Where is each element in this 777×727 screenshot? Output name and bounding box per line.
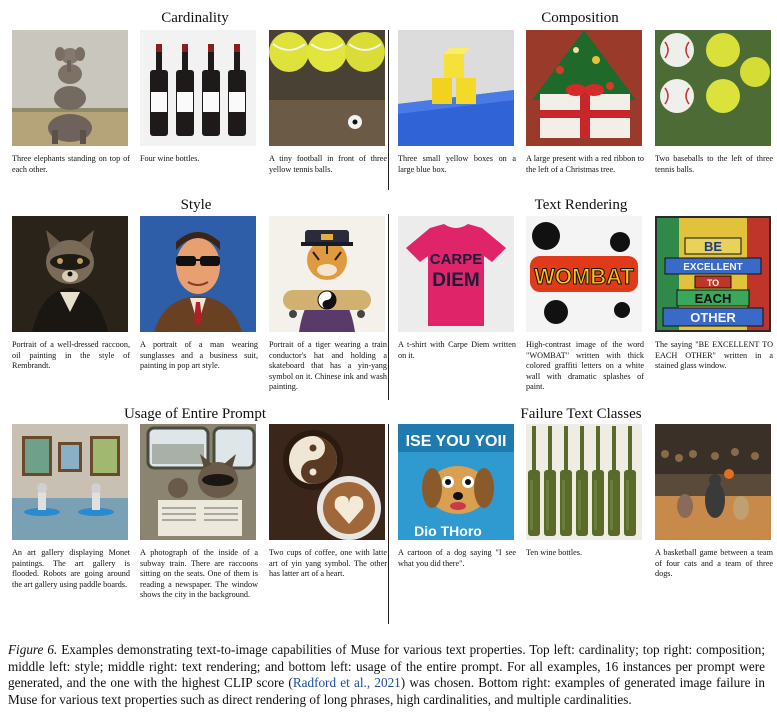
figure-label: Figure 6.	[8, 642, 58, 657]
image-elephants	[12, 30, 128, 146]
caption-wombat-graffiti: High-contrast image of the word "WOMBAT" written with thick colored graffiti letters on a white wall with dramatic splashes of paint.	[526, 340, 644, 392]
dog-text-bottom: Dio THoro	[414, 523, 482, 539]
image-raccoon-rembrandt	[12, 216, 128, 332]
image-wombat-graffiti	[526, 216, 642, 332]
image-ten-bottles	[526, 424, 642, 540]
glass-text-excellent: EXCELLENT	[683, 262, 743, 273]
caption-wine-bottles: Four wine bottles.	[140, 154, 200, 163]
glass-text-other: OTHER	[690, 310, 736, 325]
graffiti-text: WOMBAT	[534, 264, 634, 289]
image-baseballs-tennis	[655, 30, 771, 146]
caption-basketball-game: A basketball game between a team of four cats and a team of three dogs.	[655, 548, 773, 579]
column-divider	[388, 214, 389, 400]
image-carpe-diem-shirt	[398, 216, 514, 332]
caption-popart-man: A portrait of a man wearing sunglasses and a business suit, painting in pop art style.	[140, 340, 258, 371]
section-title-failure: Failure Text Classes	[520, 406, 642, 422]
section-title-usage: Usage of Entire Prompt	[123, 406, 267, 422]
citation-link[interactable]: Radford et al., 2021	[292, 675, 401, 691]
image-basketball-game	[655, 424, 771, 540]
image-stained-glass	[655, 216, 771, 332]
caption-christmas-present: A large present with a red ribbon to the left of a Christmas tree.	[526, 154, 644, 174]
figure-caption-text-a: Examples demonstrating text-to-image capabilities of Muse for various text properties. Top left: cardinality; top right: composition; middle left: style; middle right: text rendering; and bottom left: usage of the entire prompt. For all examples, 16 instances per prompt were generated, and the one with the highest CLIP score (	[8, 642, 765, 691]
caption-coffee-latte: Two cups of coffee, one with latte art of yin yang symbol. The other has latter art of a heart.	[269, 548, 387, 579]
image-tennis-balls	[269, 30, 385, 146]
caption-raccoon-rembrandt: Portrait of a well-dressed raccoon, oil painting in the style of Rembrandt.	[12, 340, 130, 371]
section-title-cardinality: Cardinality	[161, 10, 229, 26]
caption-tennis-balls: A tiny football in front of three yellow tennis balls.	[269, 154, 387, 174]
shirt-text-carpe: CARPE	[429, 251, 483, 268]
glass-text-be: BE	[703, 239, 723, 254]
caption-cartoon-dog: A cartoon of a dog saying "I see what you did there".	[398, 548, 516, 568]
image-coffee-latte	[269, 424, 385, 540]
caption-subway-raccoons: A photograph of the inside of a subway train. There are raccoons sitting on the seats. One of them is reading a newspaper. The window shows the city in the background.	[140, 548, 258, 600]
caption-elephants: Three elephants standing on top of each other.	[12, 154, 130, 174]
column-divider	[388, 30, 389, 190]
caption-stained-glass: The saying "BE EXCELLENT TO EACH OTHER" written in a stained glass window.	[655, 340, 773, 371]
caption-tiger-conductor: Portrait of a tiger wearing a train conductor's hat and holding a skateboard that has a yin-yang symbol on it. Chinese ink and wash painting.	[269, 340, 387, 392]
image-christmas-present	[526, 30, 642, 146]
figure-caption-text-b: ) was chosen. Bottom right: examples of generated image failure in Muse for various text properties such as direct rendering of long phrases, high cardinalities, and multiple cardinalities.	[8, 675, 766, 707]
caption-flooded-gallery: An art gallery displaying Monet paintings. The art gallery is flooded. Robots are going around the art gallery using paddle boards.	[12, 548, 130, 589]
image-wine-bottles	[140, 30, 256, 146]
column-divider	[388, 424, 389, 624]
section-title-composition: Composition	[541, 10, 619, 26]
caption-carpe-diem-shirt: A t-shirt with Carpe Diem written on it.	[398, 340, 516, 360]
section-title-style: Style	[180, 197, 212, 213]
shirt-text-diem: DIEM	[432, 270, 480, 291]
caption-ten-bottles: Ten wine bottles.	[526, 548, 583, 557]
figure-caption	[8, 642, 765, 708]
section-title-text-rendering: Text Rendering	[534, 197, 628, 213]
caption-yellow-boxes: Three small yellow boxes on a large blue box.	[398, 154, 516, 174]
caption-baseballs-tennis: Two baseballs to the left of three tennis balls.	[655, 154, 773, 174]
image-subway-raccoons	[140, 424, 256, 540]
dog-text-top: ISE YOU YOII	[405, 433, 507, 450]
image-flooded-gallery	[12, 424, 128, 540]
image-popart-man	[140, 216, 256, 332]
image-yellow-boxes	[398, 30, 514, 146]
glass-text-each: EACH	[694, 291, 732, 306]
image-cartoon-dog	[398, 424, 514, 540]
glass-text-to: TO	[706, 278, 720, 288]
image-tiger-conductor	[269, 216, 385, 332]
